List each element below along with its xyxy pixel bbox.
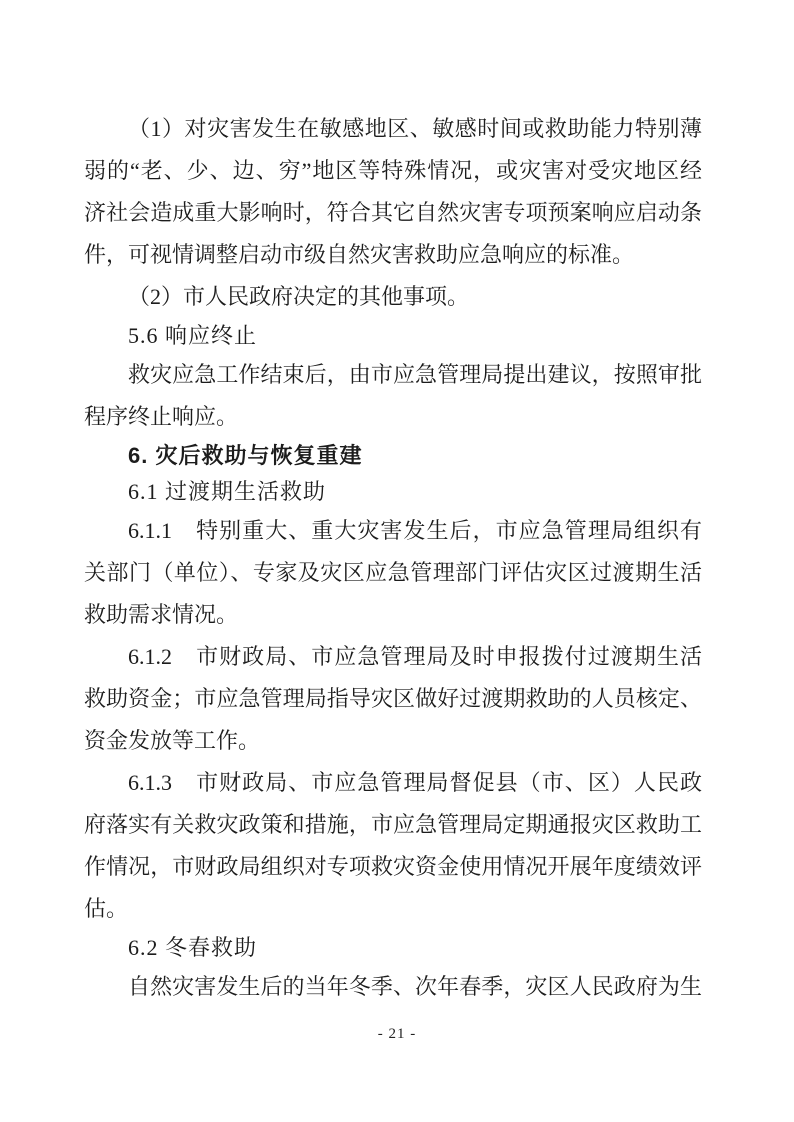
heading-line: 6.2 冬春救助 [128, 935, 258, 960]
paragraph [84, 762, 702, 930]
heading-line: 6. 灾后救助与恢复重建 [128, 443, 363, 468]
text-line: 6.1.3 市财政局、市应急管理局督促县（市、区）人民政 [128, 770, 702, 795]
text-line: 自然灾害发生后的当年冬季、次年春季，灾区人民政府为生 [128, 974, 702, 999]
text-line: 关部门（单位）、专家及灾区应急管理部门评估灾区过渡期生活 [84, 560, 702, 585]
document-body [84, 108, 702, 1008]
section-heading-6-2 [84, 930, 702, 966]
heading-line: 5.6 响应终止 [128, 323, 258, 348]
heading-line: 6.1 过渡期生活救助 [128, 479, 327, 504]
text-line: 件，可视情调整启动市级自然灾害救助应急响应的标准。 [84, 242, 635, 267]
page-number: - 21 - [377, 1026, 417, 1042]
text-line: 救灾应急工作结束后，由市应急管理局提出建议，按照审批 [128, 362, 702, 387]
paragraph [84, 966, 702, 1008]
section-heading-6 [84, 438, 702, 474]
text-line: 程序终止响应。 [84, 404, 239, 429]
paragraph [84, 354, 702, 438]
paragraph [84, 276, 702, 318]
text-line: 作情况，市财政局组织对专项救灾资金使用情况开展年度绩效评 [84, 854, 702, 879]
paragraph [84, 636, 702, 762]
paragraph [84, 510, 702, 636]
section-heading-6-1 [84, 474, 702, 510]
text-line: （1）对灾害发生在敏感地区、敏感时间或救助能力特别薄 [128, 116, 702, 141]
text-line: 6.1.1 特别重大、重大灾害发生后，市应急管理局组织有 [128, 518, 702, 543]
text-line: 府落实有关救灾政策和措施，市应急管理局定期通报灾区救助工 [84, 812, 702, 837]
section-heading-5-6 [84, 318, 702, 354]
paragraph [84, 108, 702, 276]
text-line: 弱的“老、少、边、穷”地区等特殊情况，或灾害对受灾地区经 [84, 158, 702, 183]
text-line: （2）市人民政府决定的其他事项。 [128, 284, 470, 309]
text-line: 6.1.2 市财政局、市应急管理局及时申报拨付过渡期生活 [128, 644, 702, 669]
text-line: 估。 [84, 896, 129, 921]
text-line: 救助资金；市应急管理局指导灾区做好过渡期救助的人员核定、 [84, 686, 702, 711]
text-line: 救助需求情况。 [84, 602, 239, 627]
text-line: 济社会造成重大影响时，符合其它自然灾害专项预案响应启动条 [84, 200, 702, 225]
text-line: 资金发放等工作。 [84, 728, 261, 753]
